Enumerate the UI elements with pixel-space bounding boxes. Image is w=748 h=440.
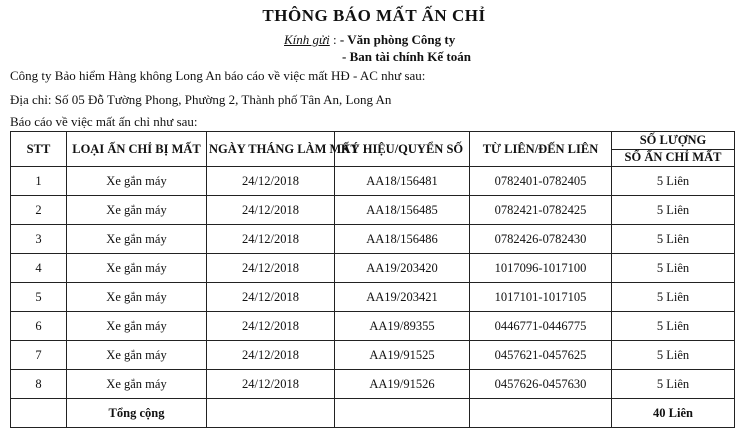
cell-type: Xe gắn máy — [67, 254, 207, 283]
cell-code: AA18/156485 — [335, 196, 470, 225]
cell-type: Xe gắn máy — [67, 283, 207, 312]
table-row — [11, 225, 735, 254]
cell-code: AA18/156481 — [335, 167, 470, 196]
cell-date: 24/12/2018 — [207, 370, 335, 399]
cell-quantity: 5 Liên — [612, 283, 735, 312]
cell-quantity: 5 Liên — [612, 167, 735, 196]
table-row — [11, 254, 735, 283]
cell-date: 24/12/2018 — [207, 225, 335, 254]
table-row — [11, 341, 735, 370]
header-stt: STT — [11, 132, 67, 167]
cell-code: AA18/156486 — [335, 225, 470, 254]
cell-type: Xe gắn máy — [67, 341, 207, 370]
cell-stt: 4 — [11, 254, 67, 283]
cell-quantity: 5 Liên — [612, 370, 735, 399]
cell-type: Xe gắn máy — [67, 167, 207, 196]
cell-stt: 8 — [11, 370, 67, 399]
cell-range: 0457621-0457625 — [470, 341, 612, 370]
header-quantity — [612, 132, 735, 167]
cell-date: 24/12/2018 — [207, 312, 335, 341]
recipients-block — [284, 31, 471, 65]
total-row — [11, 399, 735, 428]
lost-receipts-table — [10, 131, 735, 428]
cell-quantity: 5 Liên — [612, 225, 735, 254]
header-quantity-bottom: SỐ ẤN CHỈ MẤT — [624, 150, 722, 164]
cell-type: Xe gắn máy — [67, 196, 207, 225]
cell-quantity: 5 Liên — [612, 341, 735, 370]
cell-code: AA19/89355 — [335, 312, 470, 341]
table-row — [11, 167, 735, 196]
table-header-row — [11, 132, 735, 167]
header-type: LOẠI ẤN CHỈ BỊ MẤT — [67, 132, 207, 167]
header-quantity-top: SỐ LƯỢNG — [612, 133, 734, 150]
cell-quantity: 5 Liên — [612, 254, 735, 283]
cell-total-empty — [11, 399, 67, 428]
cell-total-empty — [470, 399, 612, 428]
cell-range: 0782421-0782425 — [470, 196, 612, 225]
cell-stt: 7 — [11, 341, 67, 370]
cell-range: 0782426-0782430 — [470, 225, 612, 254]
cell-range: 0782401-0782405 — [470, 167, 612, 196]
cell-stt: 3 — [11, 225, 67, 254]
cell-stt: 2 — [11, 196, 67, 225]
total-label: Tổng cộng — [67, 399, 207, 428]
cell-date: 24/12/2018 — [207, 196, 335, 225]
cell-range: 0457626-0457630 — [470, 370, 612, 399]
intro-text: Công ty Bảo hiểm Hàng không Long An báo cáo về việc mất HĐ - AC như sau: — [10, 68, 426, 83]
table-row — [11, 196, 735, 225]
address-text: Địa chỉ: Số 05 Đỗ Tường Phong, Phường 2, Thành phố Tân An, Long An — [10, 92, 392, 107]
cell-range: 1017096-1017100 — [470, 254, 612, 283]
cell-date: 24/12/2018 — [207, 283, 335, 312]
cell-code: AA19/91525 — [335, 341, 470, 370]
cell-range: 1017101-1017105 — [470, 283, 612, 312]
cell-total-empty — [335, 399, 470, 428]
report-text: Báo cáo về việc mất ấn chỉ như sau: — [10, 114, 198, 129]
cell-code: AA19/203420 — [335, 254, 470, 283]
cell-quantity: 5 Liên — [612, 312, 735, 341]
cell-type: Xe gắn máy — [67, 370, 207, 399]
table-row — [11, 312, 735, 341]
cell-type: Xe gắn máy — [67, 312, 207, 341]
cell-stt: 6 — [11, 312, 67, 341]
recipients-label: Kính gửi — [284, 32, 330, 47]
recipient-office: - Văn phòng Công ty — [339, 32, 456, 47]
cell-date: 24/12/2018 — [207, 167, 335, 196]
cell-quantity: 5 Liên — [612, 196, 735, 225]
cell-code: AA19/91526 — [335, 370, 470, 399]
cell-date: 24/12/2018 — [207, 254, 335, 283]
recipients-colon: : — [329, 32, 340, 47]
cell-stt: 1 — [11, 167, 67, 196]
cell-total-empty — [207, 399, 335, 428]
recipient-finance: - Ban tài chính Kế toán — [342, 49, 471, 64]
cell-date: 24/12/2018 — [207, 341, 335, 370]
cell-stt: 5 — [11, 283, 67, 312]
header-date: NGÀY THÁNG LÀM MẤT — [207, 132, 335, 167]
table-row — [11, 283, 735, 312]
table-row — [11, 370, 735, 399]
cell-code: AA19/203421 — [335, 283, 470, 312]
document-title: THÔNG BÁO MẤT ẤN CHỈ — [262, 6, 486, 25]
cell-type: Xe gắn máy — [67, 225, 207, 254]
cell-range: 0446771-0446775 — [470, 312, 612, 341]
header-range: TỪ LIÊN/ĐẾN LIÊN — [470, 132, 612, 167]
total-quantity: 40 Liên — [612, 399, 735, 428]
header-code: KÝ HIỆU/QUYỂN SỐ — [335, 132, 470, 167]
